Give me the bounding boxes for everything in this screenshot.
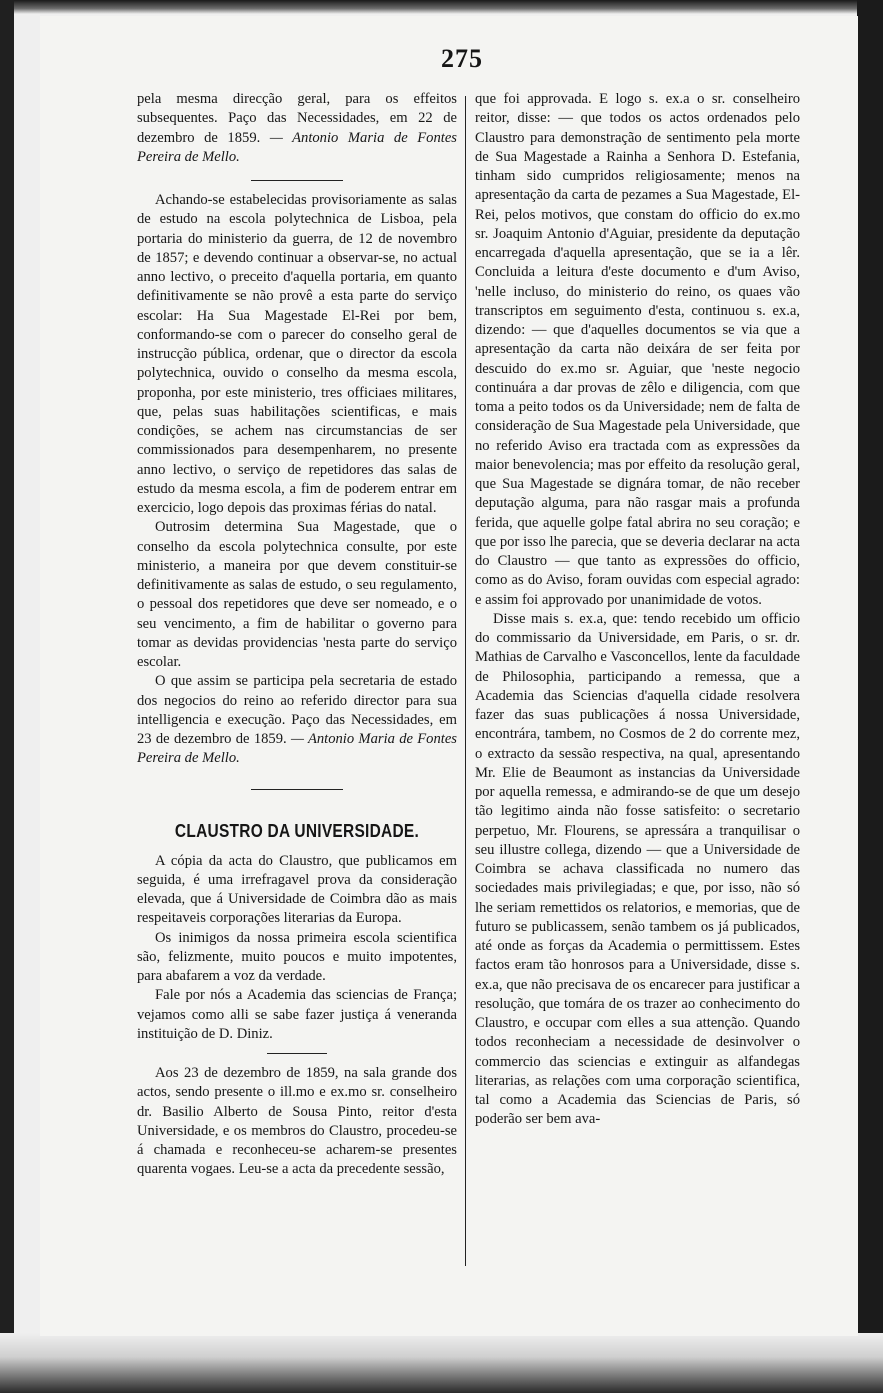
separator-rule — [251, 180, 343, 181]
portaria-paragraph: Achando-se estabelecidas provisoriamente as salas de estudo na escola polytechnica de Lisboa, pela portaria do ministerio da guerra, de 12 de novembro de 1857; e devendo continuar a observar-se, no actual anno lectivo, o preceito d'aquella portaria, em quanto definitivamente se não provê a esta parte do serviço escolar: Ha Sua Magestade El-Rei por bem, conformando-se com o parecer do conselho geral de instrucção pública, ordenar, que o director da escola polytechnica, ouvido o conselho da mesma escola, proponha, por este ministerio, tres officiaes militares, que, pelas suas habilitações scientificas, e mais condições, se achem nas circumstancias de ser commissionados para desempenharem, no presente anno lectivo, o serviço de repetidores das salas de estudo da mesma escola, a fim de poderem entrar em exercicio, logo depois das proximas férias do natal. — [137, 192, 457, 516]
left-column — [137, 90, 457, 1180]
participa-paragraph: O que assim se participa pela secretaria de estado dos negocios do reino ao referido director para sua intelligencia e execução. Paço das Necessidades, em 23 de dezembro de 1859. — Antonio Maria de Fontes Pereira de Mello. — [137, 673, 457, 767]
outrosim-paragraph: Outrosim determina Sua Magestade, que o conselho da escola polytechnica consulte, por este ministerio, a maneira por que devem constituir-se definitivamente as salas de estudo, o seu regulamento, o pessoal dos repetidores que deve ser nomeado, e o seu vencimento, a fim de habilitar o governo para tomar as devidas providencias 'nesta parte do serviço escolar. — [137, 519, 457, 670]
right-column — [475, 90, 800, 1130]
scan-border-left — [0, 0, 14, 1393]
section-paragraph: Fale por nós a Academia das sciencias de França; vejamos como alli se sabe fazer justiça á veneranda instituição de D. Diniz. — [137, 987, 457, 1042]
decree-ending-paragraph: pela mesma direcção geral, para os effeitos subsequentes. Paço das Necessidades, em 22 de dezembro de 1859. — Antonio Maria de Fontes Pereira de Mello. — [137, 91, 457, 165]
section-title: CLAUSTRO DA UNIVERSIDADE. — [174, 820, 420, 841]
separator-rule — [251, 789, 343, 790]
academia-paragraph: Disse mais s. ex.a, que: tendo recebido um officio do commissario da Universidade, em Paris, o sr. dr. Mathias de Carvalho e Vasconcellos, lente da faculdade de Philosophia, participando a remessa, que a Academia das Sciencias d'aquella cidade resolvera fazer das suas publicações á nossa Universidade, encontrára, tambem, no Cosmos de 2 do corrente mez, o extracto da sessão respectiva, na qual, apresentando Mr. Elie de Beaumont as instancias da Universidade por aquella remessa, e admirando-se de que um desejo tão legitimo ainda não fosse satisfeito: o secretario perpetuo, Mr. Flourens, se apressára a tranquilisar o seu illustre collega, dizendo — que a Universidade de Coimbra se achava classificada no numero das sociedades mais privilegiadas; e que, por isso, não só lhe seriam remettidos os relatorios, e memorias, que de futuro se publicassem, senão tambem os já publicados, até onde as forças da Academia o permittissem. Estes factos eram tão honrosos para a Universidade, disse s. ex.a, que não precisava de os encarecer para justificar a resolução, que tomára de os trazer ao conhecimento do Claustro, e occupar com elles a sua attenção. Quando todos reconheciam a necessidade de desinvolver o commercio das sciencias e extinguir as alfandegas literarias, as relações com uma corporação scientifica, tal como a Academia das Sciencias de Paris, só poderão ser bem ava- — [475, 610, 800, 1128]
scan-border-right — [857, 0, 883, 1393]
signature: — Antonio Maria de Fontes Pereira de Mello. — [137, 129, 457, 165]
acta-paragraph: Aos 23 de dezembro de 1859, na sala grande dos actos, sendo presente o ill.mo e ex.mo sr. conselheiro dr. Basilio Alberto de Sousa Pinto, reitor d'esta Universidade, e os membros do Claustro, procedeu-se á chamada e reconheceu-se acharem-se presentes quarenta vogaes. Leu-se a acta da precedente sessão, — [137, 1065, 457, 1178]
scan-border-bottom — [0, 1333, 883, 1393]
separator-rule — [267, 1053, 327, 1054]
signature: — Antonio Maria de Fontes Pereira de Mello. — [137, 731, 457, 767]
section-paragraph: Os inimigos da nossa primeira escola scientifica são, felizmente, muito poucos e muito impotentes, para abafarem a voz da verdade. — [137, 929, 457, 984]
claustro-continuation-paragraph: que foi approvada. E logo s. ex.a o sr. conselheiro reitor, disse: — que todos os actos ordenados pelo Claustro para demonstração de sentimento pela morte de Sua Magestade a Rainha a Senhora D. Estefania, tinham sido cumpridos religiosamente; menos na apresentação da carta de pezames a Sua Magestade, El-Rei, pelos motivos, que constam do officio do ex.mo sr. Joaquim Antonio d'Aguiar, presidente da deputação encarregada d'aquella apresentação, que se ia a lêr. Concluida a leitura d'este documento e d'um Aviso, 'nelle incluso, do ministerio do reino, os quaes vão transcriptos em seguimento d'esta, continuou s. ex.a, dizendo: — que d'aquelles documentos se via que a apresentação da carta não deixára de ser feita por descuido do ex.mo sr. Aguiar, que 'neste negocio continuára a dar provas de zêlo e diligencia, com que toma a peito todos os da Universidade; nem de falta de consideração de Sua Magestade pela Universidade, que no referido Aviso era tractada com as expressões da maior benevolencia; mas por effeito da resolução geral, que Sua Magestade se dignára tomar, de não receber deputação alguma, para não rasgar mais a profunda ferida, que aquelle golpe fatal abrira no seu coração; e que por isso lhe parecia, que se deveria declarar na acta do Claustro — que tanto as expressões do officio, como as do Aviso, foram ouvidas com especial agrado: e assim foi approvado por unanimidade de votos. — [475, 91, 800, 608]
page-number: 275 — [441, 44, 483, 73]
newspaper-page — [40, 16, 858, 1336]
column-divider — [465, 96, 466, 1266]
scan-border-top — [0, 0, 883, 14]
section-paragraph: A cópia da acta do Claustro, que publicamos em seguida, é uma irrefragavel prova da consideração elevada, que á Universidade de Coimbra dão as mais respeitaveis corporações literarias da Europa. — [137, 852, 457, 927]
